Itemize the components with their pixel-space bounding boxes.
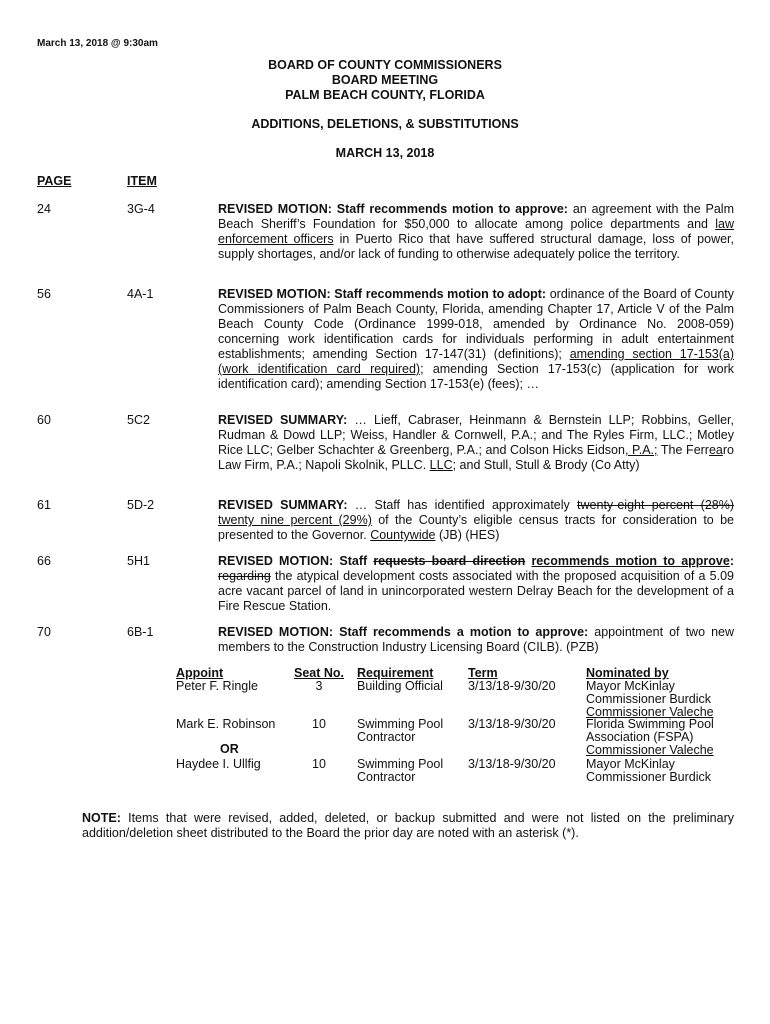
table-header-requirement: Requirement [357, 666, 434, 680]
entry-text: in Puerto Rico that have suffered structural damage, loss of power, supply shortages, and/or lack of funding to otherwise adequately police the territory. [218, 232, 734, 261]
header-county: PALM BEACH COUNTY, FLORIDA [285, 88, 485, 102]
entry-item: 3G-4 [127, 202, 155, 216]
entry-text: : [729, 554, 734, 568]
entry-text: The Ferr [657, 443, 709, 457]
added-text: recommends motion to approve [531, 554, 730, 568]
entry-heading: REVISED MOTION: Staff recommends motion to adopt: [218, 287, 547, 301]
table-header-appoint: Appoint [176, 666, 224, 680]
entry-heading: REVISED MOTION: Staff recommends a motion to approve: [218, 625, 589, 639]
entry-text: appointment of two new members to the Construction Industry Licensing Board (CILB). (PZB) [218, 625, 735, 654]
requirement: Swimming Pool [357, 757, 444, 771]
footnote [82, 811, 734, 841]
header-meeting: BOARD MEETING [331, 73, 439, 87]
appointee-name: Peter F. Ringle [176, 679, 258, 693]
column-header-page: PAGE [37, 174, 72, 188]
requirement: Contractor [357, 770, 416, 784]
entry-text: … Staff has identified approximately [347, 498, 578, 512]
entry-description [218, 287, 734, 392]
entry-page: 56 [37, 287, 51, 301]
seat-number: 10 [312, 757, 326, 771]
document-subtitle: ADDITIONS, DELETIONS, & SUBSTITUTIONS [251, 117, 519, 131]
entry-heading: REVISED MOTION: Staff [218, 554, 374, 568]
entry-item: 4A-1 [127, 287, 154, 301]
note-label: NOTE: [82, 811, 121, 825]
added-text: LLC [429, 458, 453, 472]
term: 3/13/18-9/30/20 [468, 757, 556, 771]
entry-text: of the County’s eligible census tracts for consideration to be presented to the Governor. [218, 513, 734, 542]
requirement: Building Official [357, 679, 443, 693]
entry-description [218, 413, 734, 473]
entry-item: 5H1 [127, 554, 150, 568]
table-header-term: Term [468, 666, 498, 680]
added-text: amending section 17-153(a) (work identification card required); [218, 347, 734, 376]
table-header-nominated-by: Nominated by [586, 666, 669, 680]
entry-description [218, 498, 734, 543]
entry-text: an agreement with the Palm Beach Sheriff’s Foundation for $50,000 to allocate among police departments and [218, 202, 734, 231]
appointee-name: Haydee I. Ullfig [176, 757, 261, 771]
entry-page: 70 [37, 625, 51, 639]
entry-page: 61 [37, 498, 51, 512]
term: 3/13/18-9/30/20 [468, 717, 556, 731]
seat-number: 10 [312, 717, 326, 731]
entry-page: 60 [37, 413, 51, 427]
entry-text: ro Law Firm, P.A.; Napoli Skolnik, PLLC. [218, 443, 734, 472]
entry-text: ; and Stull, Stull & Brody (Co Atty) [452, 458, 640, 472]
entry-page: 24 [37, 202, 51, 216]
appointee-name: Mark E. Robinson [176, 717, 276, 731]
document-date: MARCH 13, 2018 [335, 146, 435, 160]
nominator: Commissioner Valeche [586, 743, 714, 757]
nominator: Commissioner Valeche [586, 705, 714, 719]
entry-text: the atypical development costs associated with the proposed acquisition of a 5.09 acre vacant parcel of land in unincorporated western Delray Beach for the development of a Fire Rescue Station. [218, 569, 734, 613]
entry-text: amending Section 17-153(c) (application for work identification card); amending Section 17-153(e) (fees); … [218, 362, 734, 391]
table-header-seat: Seat No. [293, 666, 344, 680]
entry-description [218, 625, 734, 655]
nominator: Association (FSPA) [586, 730, 694, 744]
or-separator: OR [220, 742, 239, 756]
entry-text: ordinance of the Board of County Commissioners of Palm Beach County, Florida, amending Chapter 17, Article V of the Palm Beach County Code (Ordinance 1999-018, amended by Ordinance No. 2008-059) concerning work identification cards for individuals performing in adult entertainment establishments; amending Section 17-147(31) (definitions); [218, 287, 734, 361]
entry-page: 66 [37, 554, 51, 568]
requirement: Swimming Pool [357, 717, 444, 731]
deleted-text: twenty-eight percent (28%) [577, 498, 734, 512]
added-text: ea [708, 443, 723, 457]
nominator: Florida Swimming Pool [586, 717, 714, 731]
entry-heading: REVISED MOTION: Staff recommends motion to approve: [218, 202, 568, 216]
entry-item: 6B-1 [127, 625, 154, 639]
nominator: Mayor McKinlay [586, 757, 675, 771]
header-board: BOARD OF COUNTY COMMISSIONERS [268, 58, 502, 72]
deleted-text: regarding [218, 569, 271, 583]
meeting-datetime: March 13, 2018 @ 9:30am [37, 38, 158, 49]
entry-heading: REVISED SUMMARY: [218, 498, 348, 512]
entry-item: 5C2 [127, 413, 150, 427]
added-text: Countywide [370, 528, 436, 542]
entry-description [218, 554, 734, 614]
entry-description [218, 202, 734, 262]
term: 3/13/18-9/30/20 [468, 679, 556, 693]
deleted-text: requests board direction [373, 554, 526, 568]
seat-number: 3 [315, 679, 323, 693]
note-text: Items that were revised, added, deleted, or backup submitted and were not listed on the preliminary addition/deletion sheet distributed to the Board the prior day are noted with an asterisk (*). [82, 811, 734, 840]
nominator: Commissioner Burdick [586, 692, 712, 706]
entry-heading: REVISED SUMMARY: [218, 413, 348, 427]
added-text: law enforcement officers [218, 217, 734, 246]
requirement: Contractor [357, 730, 416, 744]
entry-text: … Lieff, Cabraser, Heinmann & Bernstein LLP; Robbins, Geller, Rudman & Dowd LLP; Weiss, Handler & Cornwell, P.A.; and The Ryles Firm, LLC.; Motley Rice LLC; Gelber Schachter & Greenberg, P.A.; and Colson Hicks Eidson [218, 413, 735, 457]
added-text: twenty nine percent (29%) [218, 513, 372, 527]
entry-text: (JB) (HES) [435, 528, 500, 542]
nominator: Mayor McKinlay [586, 679, 675, 693]
added-text: , P.A.; [624, 443, 658, 457]
nominator: Commissioner Burdick [586, 770, 712, 784]
column-header-item: ITEM [127, 174, 157, 188]
entry-item: 5D-2 [127, 498, 155, 512]
